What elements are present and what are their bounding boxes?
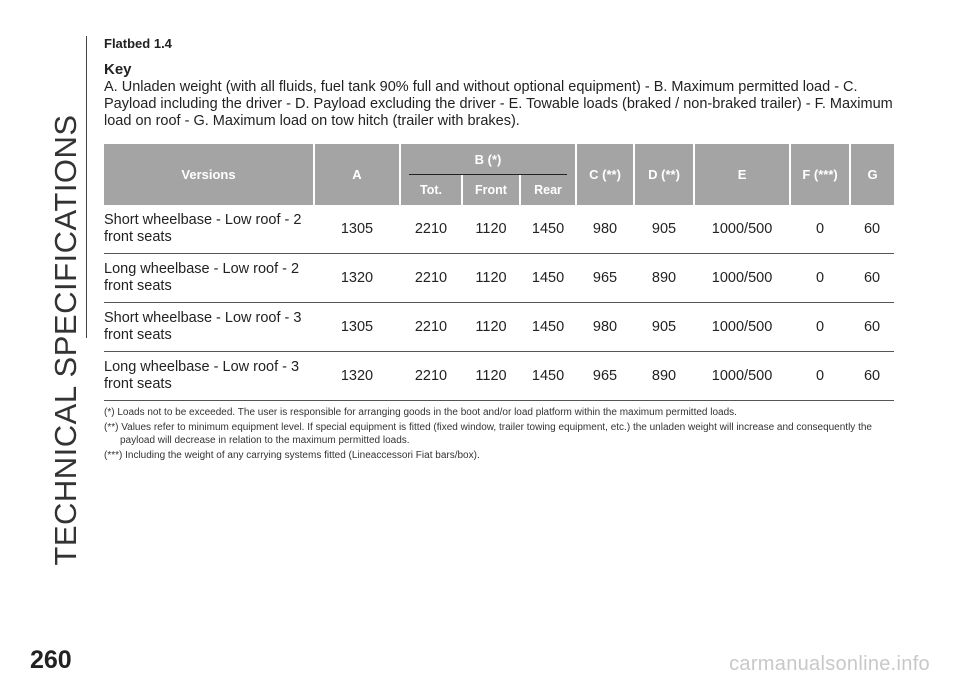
cell-g: 60 (850, 352, 894, 401)
cell-a: 1320 (314, 254, 400, 303)
cell-g: 60 (850, 205, 894, 254)
footnotes (104, 406, 894, 462)
cell-b-front: 1120 (462, 303, 520, 352)
cell-b-tot: 2210 (400, 352, 462, 401)
header-a: A (314, 144, 400, 205)
cell-b-rear: 1450 (520, 303, 576, 352)
cell-a: 1305 (314, 205, 400, 254)
header-b-divider (409, 174, 567, 175)
page-number: 260 (30, 646, 72, 674)
page-content (104, 36, 894, 464)
key-description: A. Unladen weight (with all fluids, fuel tank 90% full and without optional equipment) - B. Maximum permitted load - C. Payload including the driver - D. Payload excluding the driver - E. Towable loads (braked / non-braked trailer) - F. Maximum load on roof - G. Maximum load on tow hitch (trailer with brakes). (104, 79, 893, 129)
header-e: E (694, 144, 790, 205)
header-g: G (850, 144, 894, 205)
cell-b-rear: 1450 (520, 205, 576, 254)
header-d: D (**) (634, 144, 694, 205)
header-b (400, 144, 576, 175)
cell-d: 890 (634, 352, 694, 401)
cell-d: 905 (634, 205, 694, 254)
cell-f: 0 (790, 254, 850, 303)
cell-c: 980 (576, 303, 634, 352)
cell-e: 1000/500 (694, 205, 790, 254)
cell-c: 965 (576, 352, 634, 401)
cell-a: 1320 (314, 352, 400, 401)
key-heading: Key (104, 61, 132, 78)
header-versions: Versions (104, 144, 314, 205)
cell-b-tot: 2210 (400, 254, 462, 303)
page-title: Flatbed 1.4 (104, 36, 172, 51)
footnote: (**) Values refer to minimum equipment level. If special equipment is fitted (fixed window, trailer towing equipment, etc.) the unladen weight will increase and consequently the payload will decrease in relation to the maximum permitted loads. (104, 422, 872, 446)
cell-a: 1305 (314, 303, 400, 352)
watermark: carmanualsonline.info (729, 653, 930, 675)
cell-c: 965 (576, 254, 634, 303)
cell-f: 0 (790, 352, 850, 401)
cell-e: 1000/500 (694, 254, 790, 303)
cell-b-tot: 2210 (400, 205, 462, 254)
header-f: F (***) (790, 144, 850, 205)
cell-d: 890 (634, 254, 694, 303)
cell-e: 1000/500 (694, 303, 790, 352)
weights-table (104, 144, 894, 401)
footnote: (*) Loads not to be exceeded. The user is responsible for arranging goods in the boot and/or load platform within the maximum permitted loads. (104, 407, 737, 418)
cell-f: 0 (790, 205, 850, 254)
header-b-front: Front (462, 175, 520, 205)
cell-b-tot: 2210 (400, 303, 462, 352)
header-b-rear: Rear (520, 175, 576, 205)
table-row (104, 205, 894, 254)
header-b-label: B (*) (474, 152, 502, 167)
cell-version: Short wheelbase - Low roof - 3 front seats (104, 303, 314, 352)
header-c: C (**) (576, 144, 634, 205)
section-divider (86, 36, 87, 338)
cell-b-front: 1120 (462, 254, 520, 303)
cell-g: 60 (850, 254, 894, 303)
cell-b-rear: 1450 (520, 254, 576, 303)
table-row (104, 254, 894, 303)
cell-e: 1000/500 (694, 352, 790, 401)
cell-g: 60 (850, 303, 894, 352)
header-b-tot: Tot. (400, 175, 462, 205)
cell-version: Long wheelbase - Low roof - 2 front seats (104, 254, 314, 303)
footnote: (***) Including the weight of any carrying systems fitted (Lineaccessori Fiat bars/box). (104, 450, 480, 461)
cell-c: 980 (576, 205, 634, 254)
cell-f: 0 (790, 303, 850, 352)
table-row (104, 303, 894, 352)
cell-b-front: 1120 (462, 205, 520, 254)
cell-b-front: 1120 (462, 352, 520, 401)
cell-version: Long wheelbase - Low roof - 3 front seats (104, 352, 314, 401)
cell-d: 905 (634, 303, 694, 352)
table-row (104, 352, 894, 401)
cell-b-rear: 1450 (520, 352, 576, 401)
section-title: TECHNICAL SPECIFICATIONS (48, 114, 83, 566)
cell-version: Short wheelbase - Low roof - 2 front seats (104, 205, 314, 254)
